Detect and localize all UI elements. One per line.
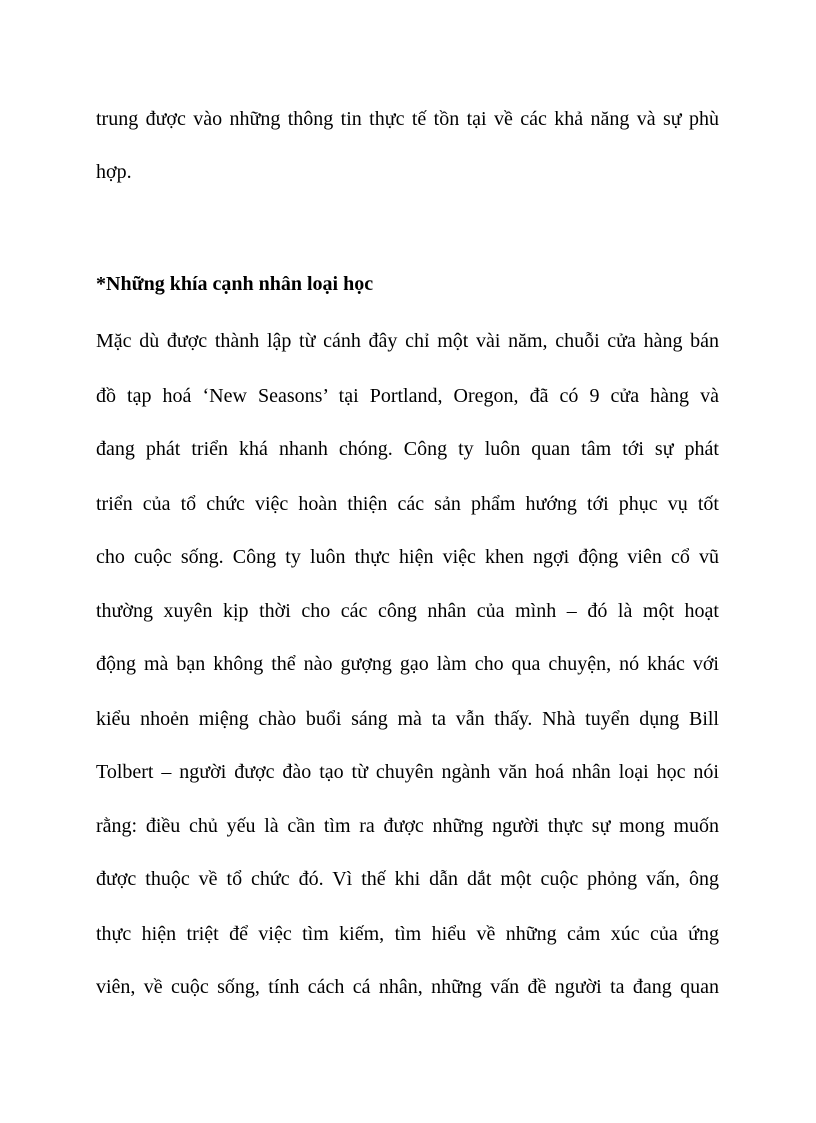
paragraph-line: triển của tổ chức việc hoàn thiện các sản phẩm hướng tới phục vụ tốt xyxy=(96,493,719,515)
paragraph-line: đồ tạp hoá ‘New Seasons’ tại Portland, Oregon, đã có 9 cửa hàng và xyxy=(96,385,719,407)
paragraph-line: viên, về cuộc sống, tính cách cá nhân, những vấn đề người ta đang quan xyxy=(96,976,719,998)
paragraph-line: được thuộc về tổ chức đó. Vì thế khi dẫn dắt một cuộc phỏng vấn, ông xyxy=(96,868,719,890)
paragraph-line: cho cuộc sống. Công ty luôn thực hiện việc khen ngợi động viên cổ vũ xyxy=(96,546,719,568)
section-heading: *Những khía cạnh nhân loại học xyxy=(96,273,374,295)
paragraph-line: Mặc dù được thành lập từ cánh đây chỉ một vài năm, chuỗi cửa hàng bán xyxy=(96,330,719,352)
paragraph-line: rằng: điều chủ yếu là cần tìm ra được những người thực sự mong muốn xyxy=(96,815,719,837)
paragraph-line: đang phát triển khá nhanh chóng. Công ty luôn quan tâm tới sự phát xyxy=(96,438,719,460)
paragraph-line: thực hiện triệt để việc tìm kiếm, tìm hiểu về những cảm xúc của ứng xyxy=(96,923,719,945)
paragraph-line: kiểu nhoẻn miệng chào buổi sáng mà ta vẫn thấy. Nhà tuyển dụng Bill xyxy=(96,708,719,730)
paragraph-line: Tolbert – người được đào tạo từ chuyên ngành văn hoá nhân loại học nói xyxy=(96,761,719,783)
paragraph-line: thường xuyên kịp thời cho các công nhân của mình – đó là một hoạt xyxy=(96,600,719,622)
paragraph-line: trung được vào những thông tin thực tế tồn tại về các khả năng và sự phù xyxy=(96,108,719,130)
paragraph-line: hợp. xyxy=(96,161,132,183)
paragraph-line: động mà bạn không thể nào gượng gạo làm cho qua chuyện, nó khác với xyxy=(96,653,719,675)
